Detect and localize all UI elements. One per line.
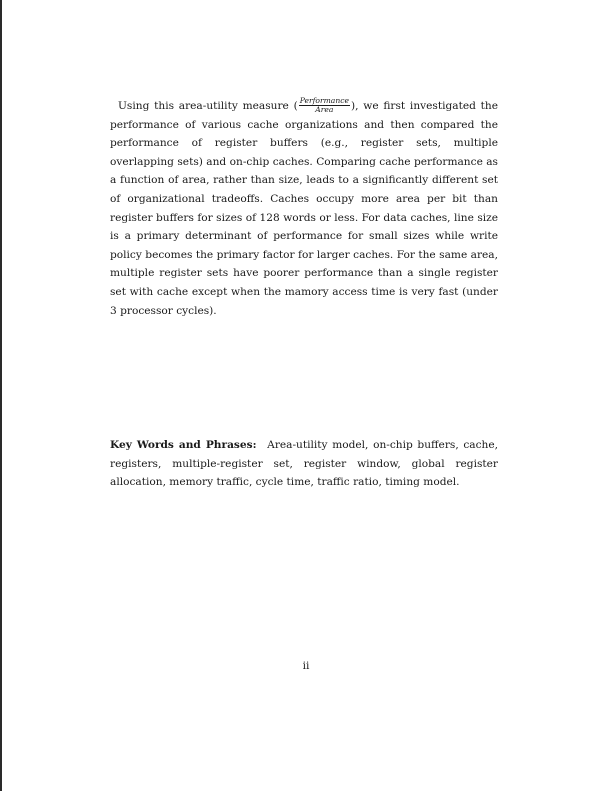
performance-area-fraction xyxy=(299,97,350,114)
abstract-paragraph xyxy=(110,97,498,320)
page-left-edge xyxy=(0,0,2,791)
keywords-heading: Key Words and Phrases: xyxy=(110,439,257,451)
abstract-text-start: Using this area-utility measure ( xyxy=(118,100,298,112)
page-number: ii xyxy=(302,660,310,672)
fraction-numerator: Performance xyxy=(299,95,349,105)
fraction-denominator: Area xyxy=(315,104,334,114)
keywords-paragraph xyxy=(110,436,498,492)
keywords-text: Area-utility model, on-chip buffers, cache, registers, multiple-register set, register window, global register allocation, memory traffic, cycle time, traffic ratio, timing model. xyxy=(110,439,498,489)
abstract-text-rest: ), we first investigated the performance of various cache organizations and then compared the performance of register buffers (e.g., register sets, multiple overlapping sets) and on-chip caches. Comparing cache performance as a function of area, rather than size, leads to a significantly different set of organizational tradeoffs. Caches occupy more area per bit than register buffers for sizes of 128 words or less. For data caches, line size is a primary determinant of performance for small sizes while write policy becomes the primary factor for larger caches. For the same area, multiple register sets have poorer performance than a single register set with cache except when the mamory access time is very fast (under 3 processor cycles). xyxy=(110,100,498,317)
